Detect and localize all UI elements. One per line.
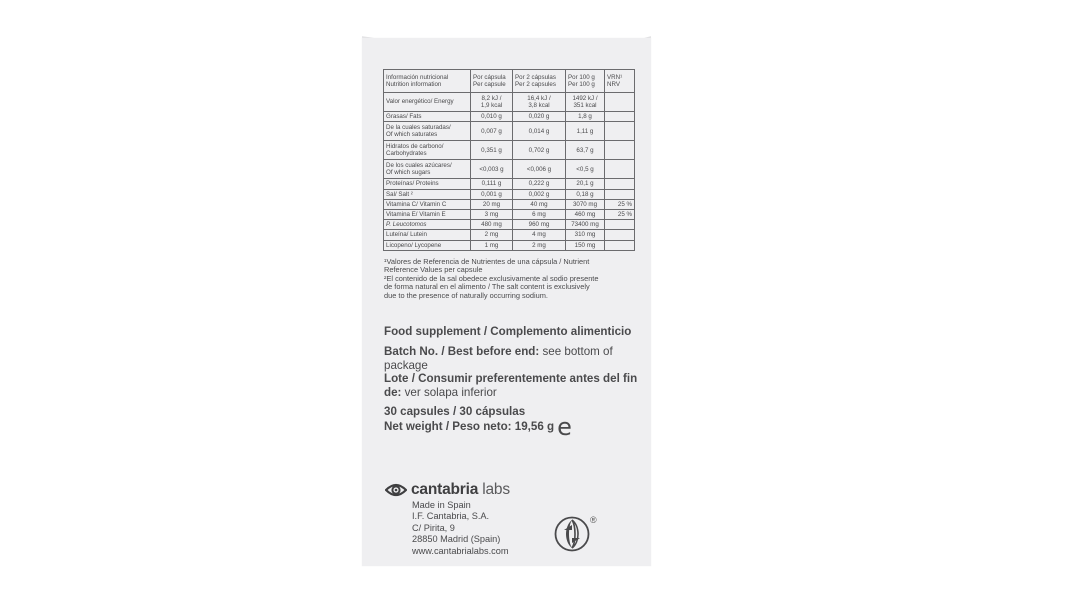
row-nrv	[605, 141, 635, 160]
row-label: De los cuales azúcares/ Of which sugars	[384, 160, 471, 179]
row-value: 6 mg	[513, 210, 566, 220]
table-row	[384, 189, 635, 199]
net-weight: Net weight / Peso neto: 19,56 g	[384, 420, 555, 434]
nutrition-table-header	[384, 70, 635, 93]
row-label: De la cuales saturadas/ Of which saturates	[384, 122, 471, 141]
brand-logo	[385, 481, 510, 499]
row-value: 20,1 g	[566, 179, 605, 189]
batch-label: Batch No. / Best before end:	[384, 345, 540, 358]
manufacturer-address	[412, 500, 509, 557]
address-line: I.F. Cantabria, S.A.	[412, 511, 490, 522]
row-value: 2 mg	[471, 230, 513, 240]
row-value: 1,11 g	[566, 122, 605, 141]
lote-value: ver solapa inferior	[401, 385, 497, 399]
row-value: 20 mg	[471, 199, 513, 209]
row-value: 1492 kJ / 351 kcal	[566, 93, 605, 112]
row-value: 4 mg	[513, 230, 566, 240]
row-nrv	[605, 122, 635, 141]
row-nrv	[605, 160, 635, 179]
row-value: 3 mg	[471, 210, 513, 220]
table-row	[384, 220, 635, 230]
footnotes	[384, 258, 634, 300]
row-value: 310 mg	[566, 230, 605, 240]
header-per-100g: Por 100 g Per 100 g	[566, 70, 605, 93]
row-value: 73400 mg	[566, 220, 605, 230]
batch-value: see bottom of	[539, 345, 613, 358]
footnote-line: ¹Valores de Referencia de Nutrientes de una cápsula / Nutrient	[384, 257, 590, 266]
row-value: 40 mg	[513, 199, 566, 209]
header-nrv: VRN¹ NRV	[605, 70, 635, 93]
estimated-e-mark: e	[557, 413, 572, 441]
row-label: P. Leucotomos	[384, 220, 471, 230]
table-row	[384, 160, 635, 179]
footnote-line: ²El contenido de la sal obedece exclusivamente al sodio presente	[384, 273, 599, 283]
table-row	[384, 179, 635, 189]
row-nrv	[605, 220, 635, 230]
row-value: 150 mg	[566, 240, 605, 250]
row-label: Vitamina E/ Vitamin E	[384, 210, 471, 220]
row-value: 0,222 g	[513, 179, 566, 189]
row-label: Luteína/ Lutein	[384, 230, 471, 240]
row-value: 0,351 g	[471, 141, 513, 160]
address-line: C/ Pirita, 9	[412, 522, 455, 533]
row-value: 0,002 g	[513, 189, 566, 199]
row-value: 0,007 g	[471, 122, 513, 141]
table-row	[384, 141, 635, 160]
brand-name: cantabria labs	[411, 481, 510, 498]
row-label: Hidratos de carbono/ Carbohydrates	[384, 141, 471, 160]
address-line: Made in Spain	[412, 500, 471, 510]
row-nrv: 25 %	[605, 210, 635, 220]
header-per-capsule: Por cápsula Per capsule	[471, 70, 513, 93]
footnote-line: de forma natural en el alimento / The salt content is exclusively	[384, 282, 590, 292]
footnote-line: Reference Values per capsule	[384, 265, 483, 275]
footnote-line: due to the presence of naturally occurring sodium.	[384, 290, 548, 300]
row-label: Licopeno/ Lycopene	[384, 240, 471, 250]
green-dot-icon	[554, 516, 590, 552]
row-value: 63,7 g	[566, 141, 605, 160]
row-value: 2 mg	[513, 240, 566, 250]
row-value: 0,001 g	[471, 189, 513, 199]
row-value: 1 mg	[471, 240, 513, 250]
registered-mark: ®	[590, 515, 597, 525]
lote-label-end: de:	[384, 385, 402, 399]
address-line: 28850 Madrid (Spain)	[412, 534, 501, 545]
cantabria-eye-icon	[385, 481, 407, 499]
table-row	[384, 122, 635, 141]
row-value: 0,702 g	[513, 141, 566, 160]
table-row	[384, 230, 635, 240]
row-value: 0,111 g	[471, 179, 513, 189]
row-label: Grasas/ Fats	[384, 112, 471, 122]
row-nrv	[605, 189, 635, 199]
row-nrv	[605, 240, 635, 250]
row-value: 0,18 g	[566, 189, 605, 199]
batch-info	[384, 345, 639, 399]
row-value: <0,003 g	[471, 160, 513, 179]
row-value: 960 mg	[513, 220, 566, 230]
row-nrv	[605, 112, 635, 122]
row-nrv	[605, 93, 635, 112]
row-value: 480 mg	[471, 220, 513, 230]
header-per-2-capsules: Por 2 cápsulas Per 2 capsules	[513, 70, 566, 93]
row-value: 1,8 g	[566, 112, 605, 122]
row-value: 0,020 g	[513, 112, 566, 122]
row-value: 16,4 kJ / 3,8 kcal	[513, 93, 566, 112]
food-supplement-text: Food supplement / Complemento alimenticio	[384, 325, 632, 338]
row-label: Proteínas/ Proteins	[384, 179, 471, 189]
batch-value-line2: package	[384, 358, 428, 372]
nutrition-table	[383, 69, 635, 251]
row-value: <0,5 g	[566, 160, 605, 179]
website-text: www.cantabrialabs.com	[412, 545, 509, 556]
row-label: Valor energético/ Energy	[384, 93, 471, 112]
row-nrv	[605, 230, 635, 240]
row-value: 0,010 g	[471, 112, 513, 122]
row-label: Vitamina C/ Vitamin C	[384, 199, 471, 209]
row-value: 3070 mg	[566, 199, 605, 209]
table-row	[384, 112, 635, 122]
row-nrv: 25 %	[605, 199, 635, 209]
header-nutrition-info: Información nutricional Nutrition information	[384, 70, 471, 93]
table-row	[384, 199, 635, 209]
table-row	[384, 240, 635, 250]
table-row	[384, 210, 635, 220]
row-value: 0,014 g	[513, 122, 566, 141]
row-value: 8,2 kJ / 1,9 kcal	[471, 93, 513, 112]
row-value: 460 mg	[566, 210, 605, 220]
row-label: Sal/ Salt ²	[384, 189, 471, 199]
capsule-count: 30 capsules / 30 cápsulas	[384, 405, 526, 418]
row-nrv	[605, 179, 635, 189]
row-value: <0,006 g	[513, 160, 566, 179]
table-row	[384, 93, 635, 112]
lote-label: Lote / Consumir preferentemente antes del fin	[384, 372, 638, 386]
net-weight-row	[384, 413, 639, 441]
